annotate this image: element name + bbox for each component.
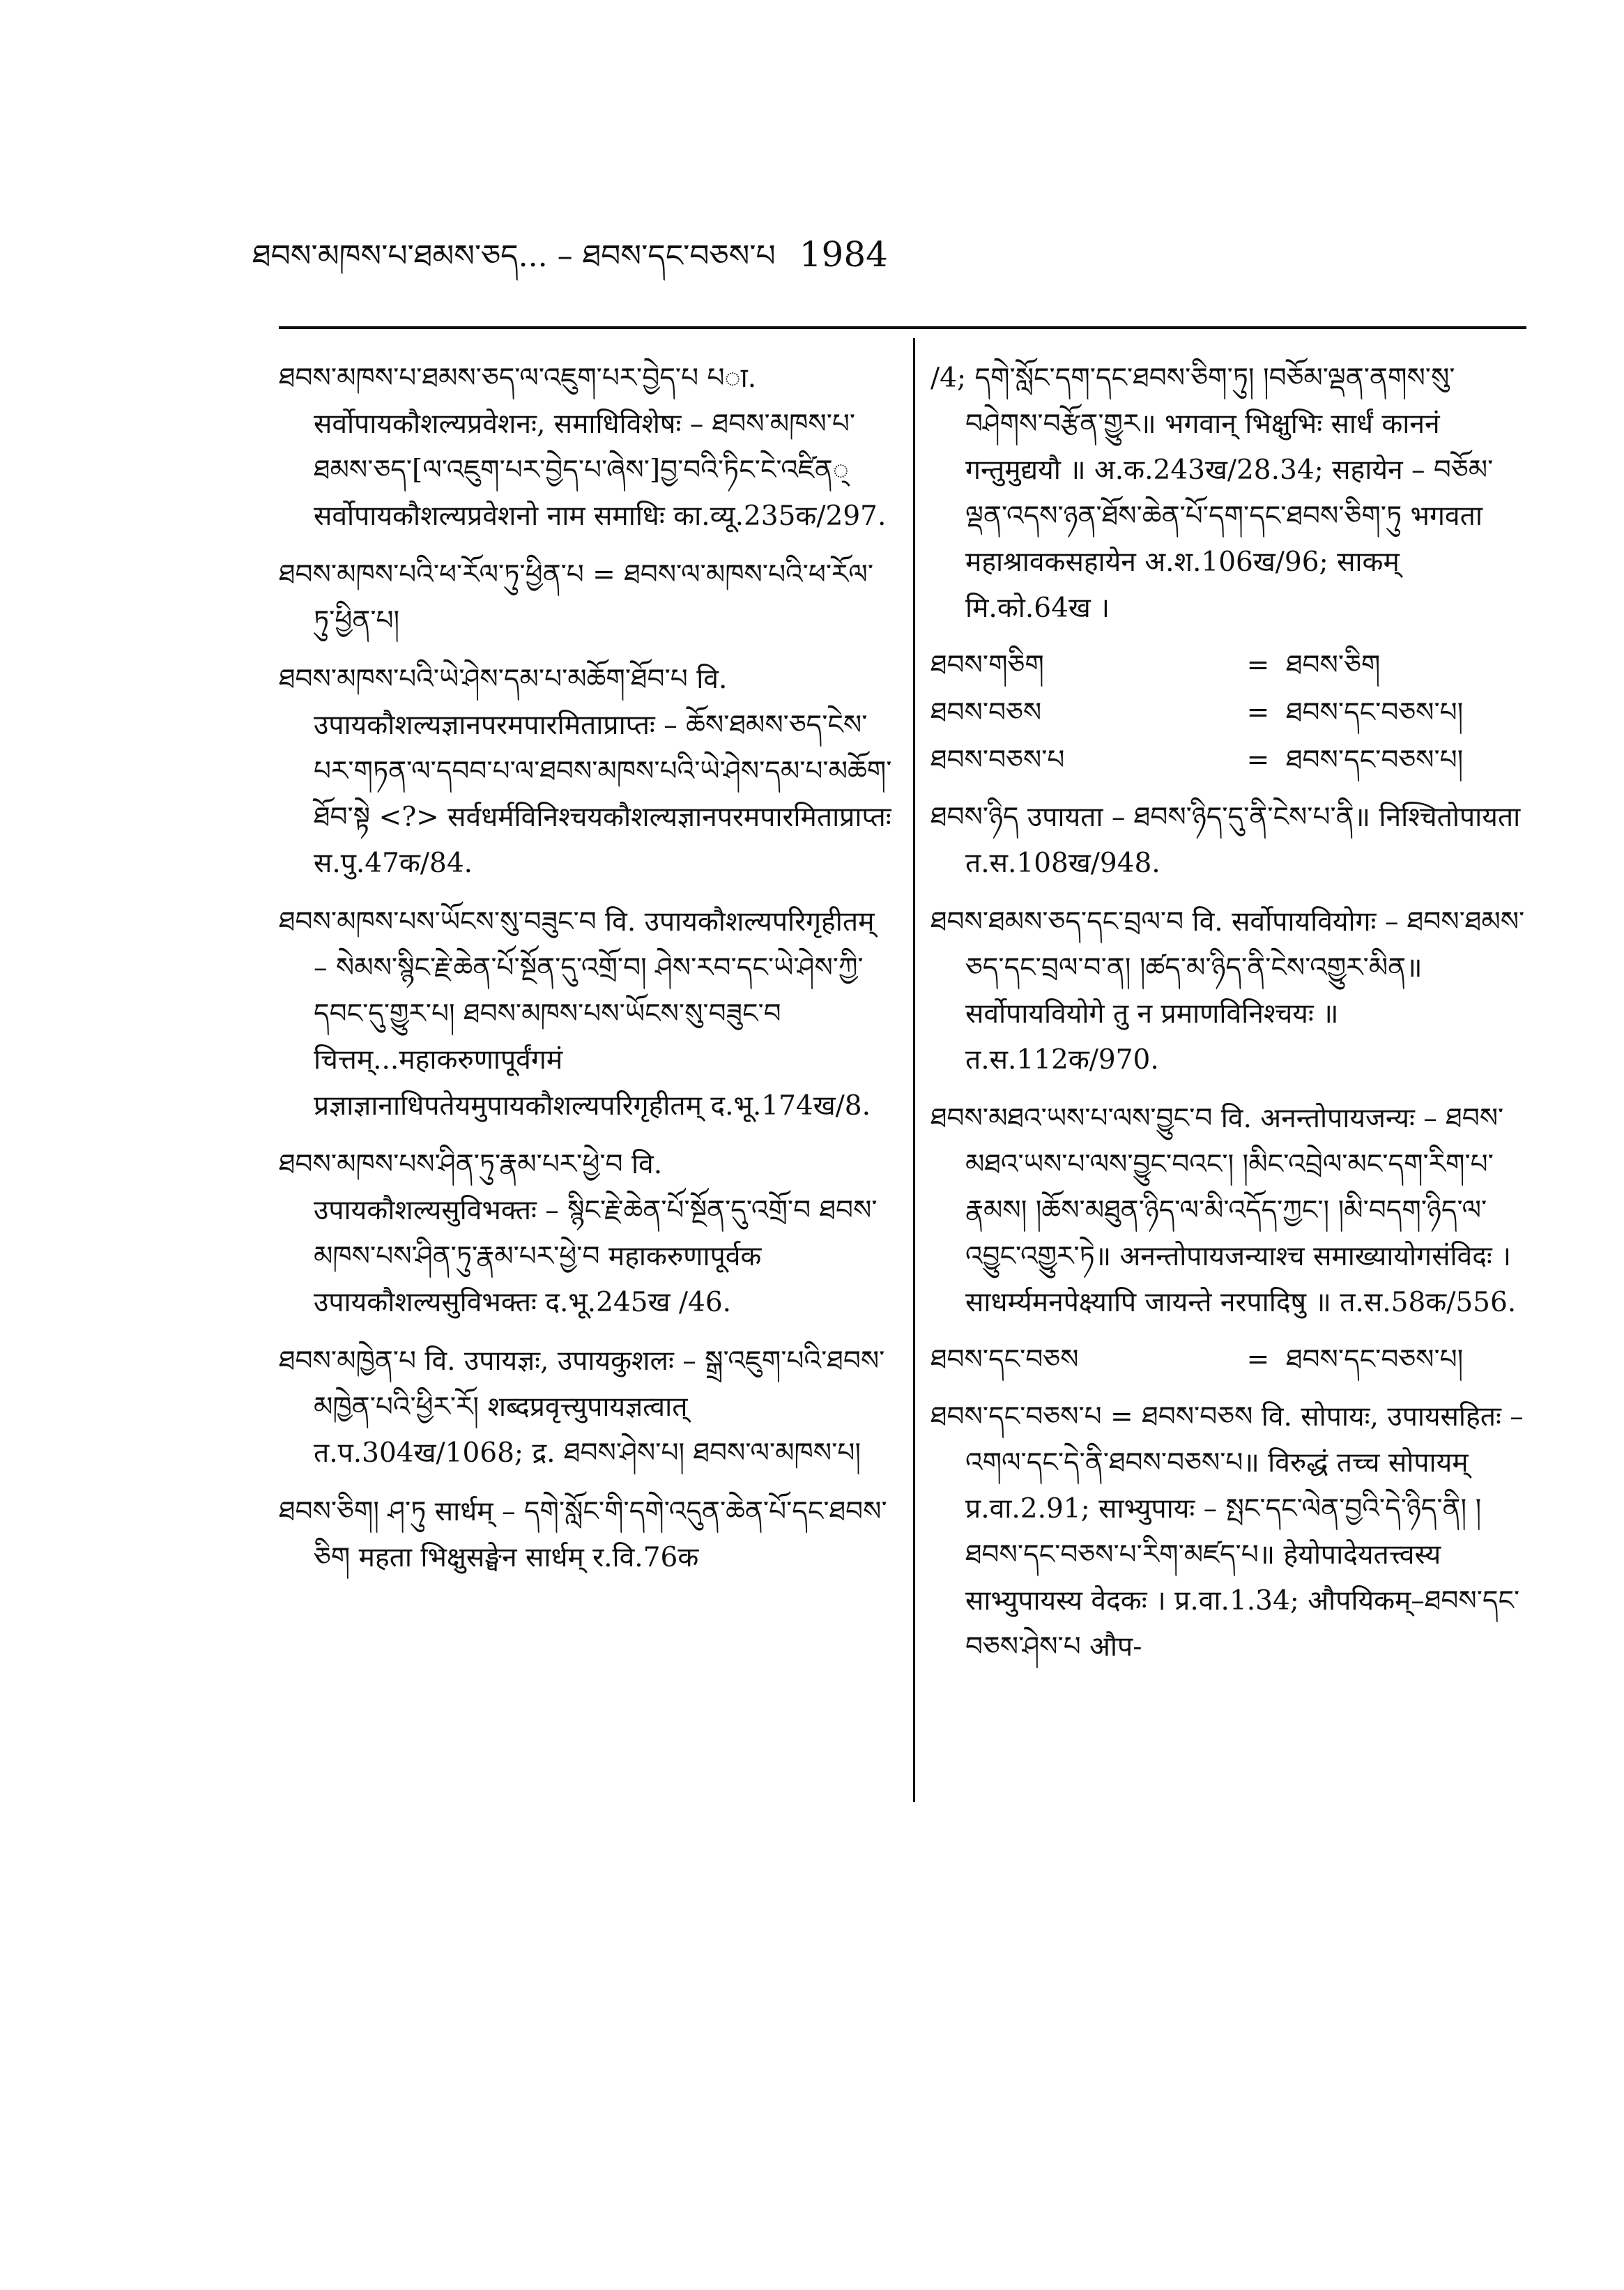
dictionary-entry: ཐབས་མཁས་པས་ཡོངས་སུ་བཟུང་བ वि. उपायकौशल्यपरिगृहीतम् – སེམས་སྙིང་རྗེ་ཆེན་པོ་སྔོན་དུ་འགྲོ་བ། ཤེས་རབ་དང་ཡེ་ཤེས་ཀྱི་དབང་དུ་གྱུར་པ། ཐབས་མཁས་པས་ཡོངས་སུ་བཟུང་བ चित्तम्...महाकरुणापूर्वंगमं प्रज्ञाज्ञानाधिपतेयमुपायकौशल्यपरिगृहीतम् द.भू.174ख/8. bbox=[279, 906, 883, 1122]
dictionary-entry: ཐབས་མཁས་པས་ཤིན་ཏུ་རྣམ་པར་ཕྱེ་བ वि. उपायकौशल्यसुविभक्तः – སྙིང་རྗེ་ཆེན་པོ་སྔོན་དུ་འགྲོ་བ ཐབས་མཁས་པས་ཤིན་ཏུ་རྣམ་པར་ཕྱེ་བ महाकरुणापूर्वक उपायकौशल्यसुविभक्तः द.भू.245ख /46. bbox=[279, 1149, 878, 1318]
cross-reference-row bbox=[930, 692, 1530, 735]
equals-sign: = bbox=[1246, 697, 1270, 728]
cross-ref-target: ཐབས་དང་བཅས་པ། bbox=[1286, 745, 1464, 776]
dictionary-entry: ཐབས་མཐའ་ཡས་པ་ལས་བྱུང་བ वि. अनन्तोपायजन्यः – ཐབས་མཐའ་ཡས་པ་ལས་བྱུང་བའང་། །མིང་འབྲེལ་མང་དག་རིག་པ་རྣམས། །ཆོས་མཐུན་ཉིད་ལ་མི་འདོད་ཀྱང་། །མི་བདག་ཉིད་ལ་འབྱུང་འགྱུར་ཏེ॥ अनन्तोपायजन्याश्च समाख्यायोगसंविदः । साधर्म्यमनपेक्ष्यापि जायन्ते नरपादिषु ॥ त.स.58क/556. bbox=[930, 1103, 1520, 1318]
dictionary-entry: ཐབས་ཉིད उपायता – ཐབས་ཉིད་དུ་ནི་ངེས་པ་ནི॥ निश्चितोपायता त.स.108ख/948. bbox=[930, 802, 1529, 879]
running-head: ཐབས་མཁས་པ་ཐམས་ཅད... – ཐབས་དང་བཅས་པ bbox=[252, 238, 776, 274]
continued-entry: /4; དགེ་སློང་དག་དང་ཐབས་ཅིག་ཏུ། །བཅོམ་ལྡན་ནགས་སུ་བཤེགས་བརྩོན་གྱུར॥ भगवान् भिक्षुभिः सार्धं काननं गन्तुमुद्ययौ ॥ अ.क.243ख/28.34; सहायेन – བཅོམ་ལྡན་འདས་ཉན་ཐོས་ཆེན་པོ་དག་དང་ཐབས་ཅིག་ཏུ भगवता महाश्रावकसहायेन अ.श.106ख/96; साकम् मि.को.64ख । bbox=[930, 362, 1494, 624]
header-divider bbox=[279, 326, 1526, 329]
dictionary-entry: ཐབས་མཁས་པའི་ཡེ་ཤེས་དམ་པ་མཆོག་ཐོབ་པ वि. उपायकौशल्यज्ञानपरमपारमिताप्राप्तः – ཆོས་ཐམས་ཅད་ངེས་པར་གཏན་ལ་དབབ་པ་ལ་ཐབས་མཁས་པའི་ཡེ་ཤེས་དམ་པ་མཆོག་ཐོབ་སྟེ <?> सर्वधर्मविनिश्चयकौशल्यज्ञानपरमपारमिताप्राप्तः स.पु.47क/84. bbox=[279, 664, 900, 879]
cross-ref-target: ཐབས་དང་བཅས་པ། bbox=[1286, 1344, 1464, 1375]
dictionary-entry: ཐབས་ཐམས་ཅད་དང་བྲལ་བ वि. सर्वोपायवियोगः – ཐབས་ཐམས་ཅད་དང་བྲལ་བ་ན། །ཚད་མ་ཉིད་ནི་ངེས་འགྱུར་མིན॥ सर्वोपायवियोगे तु न प्रमाणविनिश्चयः ॥ त.स.112क/970. bbox=[930, 906, 1525, 1076]
dictionary-entry: ཐབས་མཁས་པའི་ཕ་རོལ་ཏུ་ཕྱིན་པ = ཐབས་ལ་མཁས་པའི་ཕ་རོལ་ཏུ་ཕྱིན་པ། bbox=[279, 559, 874, 636]
dictionary-entry: ཐབས་དང་བཅས་པ = ཐབས་བཅས वि. सोपायः, उपायसहितः – འགལ་དང་དེ་ནི་ཐབས་བཅས་པ॥ विरुद्धं तच्च सोपायम् प्र.वा.2.91; साभ्युपायः – སྤང་དང་ལེན་བྱའི་དེ་ཉིད་ནི། །ཐབས་དང་བཅས་པ་རིག་མཛད་པ॥ हेयोपादेयतत्त्वस्य साभ्युपायस्य वेदकः । प्र.वा.1.34; औपयिकम्–ཐབས་དང་བཅས་ཤེས་པ औप- bbox=[930, 1401, 1533, 1663]
column-divider bbox=[913, 338, 915, 1802]
cross-ref-headword: ཐབས་བཅས་པ bbox=[930, 745, 1065, 776]
left-column bbox=[279, 356, 900, 1594]
page-header bbox=[252, 227, 949, 282]
dictionary-entry: ཐབས་མཁྱེན་པ वि. उपायज्ञः, उपायकुशलः – སྒྲ་འཇུག་པའི་ཐབས་མཁྱེན་པའི་ཕྱིར་རོ། शब्दप्रवृत्त्युपायज्ञत्वात् त.प.304ख/1068; द्र. ཐབས་ཤེས་པ། ཐབས་ལ་མཁས་པ། bbox=[279, 1345, 885, 1469]
dictionary-entry: ཐབས་ཅིག། ཤ་ཏུ सार्धम् – དགེ་སློང་གི་དགེ་འདུན་ཆེན་པོ་དང་ཐབས་ཅིག महता भिक्षुसङ्घेन सार्धम् र.वि.76क bbox=[279, 1496, 887, 1573]
cross-reference-row bbox=[930, 644, 1530, 687]
right-column bbox=[930, 356, 1533, 1683]
cross-reference-row bbox=[930, 739, 1530, 782]
dictionary-entry: ཐབས་མཁས་པ་ཐམས་ཅད་ལ་འཇུག་པར་བྱེད་པ པा. सर्वोपायकौशल्यप्रवेशनः, समाधिविशेषः – ཐབས་མཁས་པ་ཐམས་ཅད་[ལ་འཇུག་པར་བྱེད་པ་ཞེས་]བྱ་བའི་ཏིང་ངེ་འཛིན् सर्वोपायकौशल्यप्रवेशनो नाम समाधिः का.व्यू.235क/297. bbox=[279, 362, 887, 532]
cross-reference-row bbox=[930, 1338, 1530, 1382]
equals-sign: = bbox=[1246, 1344, 1270, 1375]
cross-ref-headword: ཐབས་དང་བཅས bbox=[930, 1344, 1079, 1375]
cross-ref-target: ཐབས་ཅིག bbox=[1286, 650, 1381, 681]
cross-ref-target: ཐབས་དང་བཅས་པ། bbox=[1286, 697, 1464, 728]
cross-ref-headword: ཐབས་བཅས bbox=[930, 697, 1042, 728]
page-number: 1984 bbox=[799, 234, 888, 275]
equals-sign: = bbox=[1246, 745, 1270, 776]
cross-ref-headword: ཐབས་གཅིག bbox=[930, 650, 1044, 681]
equals-sign: = bbox=[1246, 650, 1270, 681]
